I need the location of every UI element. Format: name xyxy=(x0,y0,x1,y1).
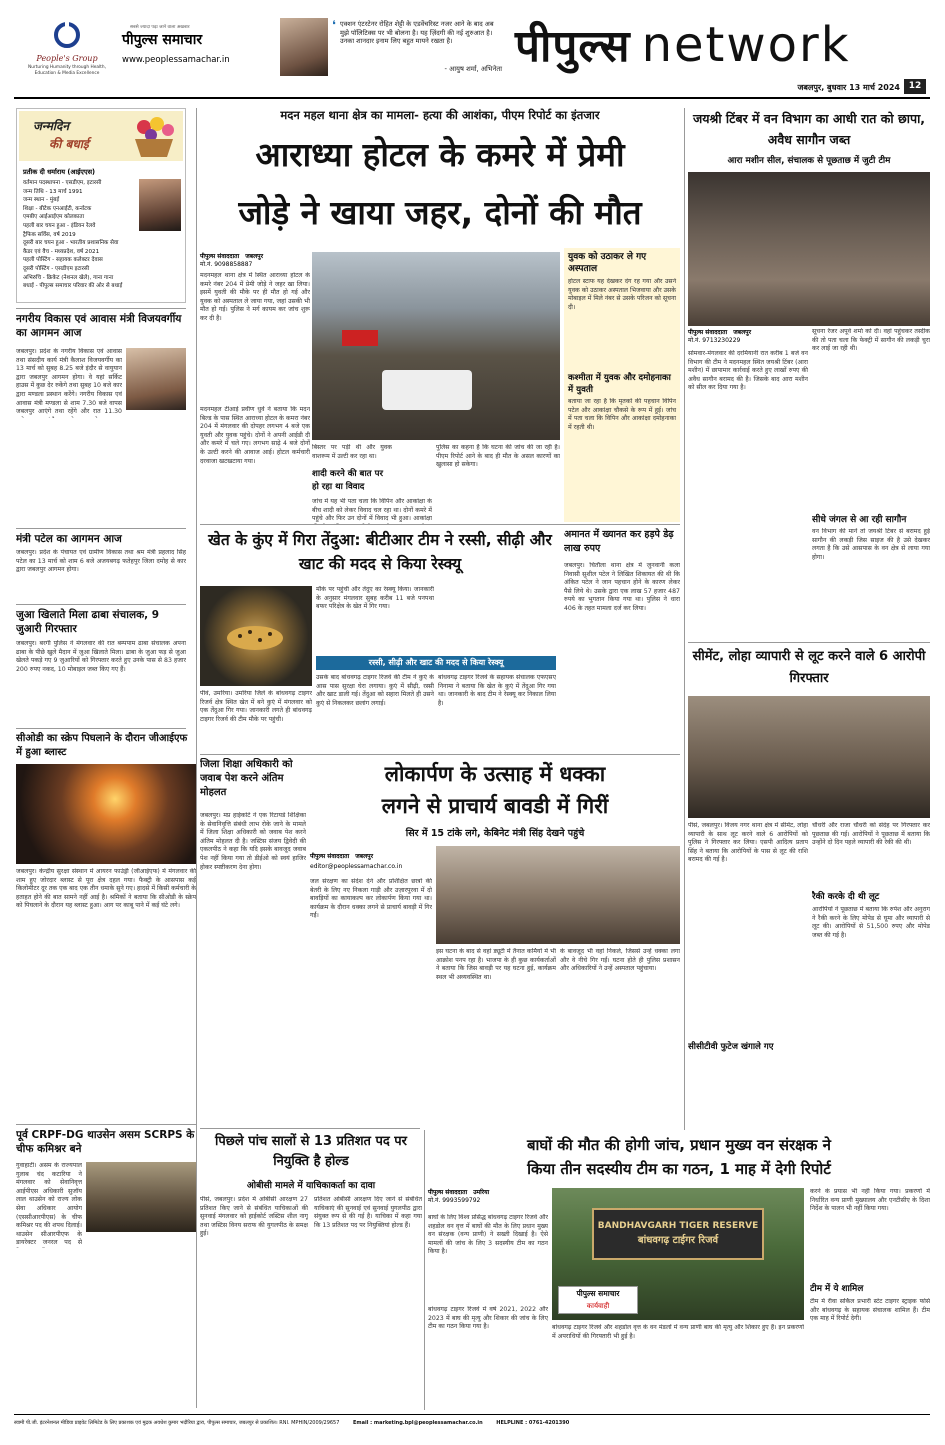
tiger-headline-1: बाघों की मौत की होगी जांच, प्रधान मुख्य वन संरक्षक ने xyxy=(526,1136,831,1154)
sidebar-subhead: कश्मीता में युवक और दमोहनाका में युवती xyxy=(568,373,671,395)
detail-line: एमबीए आईआईएम कोलकाता xyxy=(23,214,85,221)
lead-sidebar xyxy=(564,248,680,522)
column-divider xyxy=(424,1130,425,1410)
byline-name: पीपुल्स संवाददाता xyxy=(310,853,350,860)
inauguration-photo xyxy=(436,846,680,944)
birthday-name: प्रतीक दी धर्माराय (आईएएस) xyxy=(23,168,96,176)
obc-body: पीसं, जबलपुर। प्रदेश में ओबीसी आरक्षण 27 प्रतिशत किए जाने से संबंधित याचिकाओं की सुनवाई मंगलवार को हाईकोर्ट जस्टिस शील नागू तथा जस्टिस विनय सराफ की युगलपीठ के समक्ष हुई। xyxy=(200,1196,308,1238)
byline-city: उमरिया xyxy=(473,1189,490,1196)
title-hindi: पीपुल्स xyxy=(515,21,631,72)
oath-ceremony-photo xyxy=(86,1162,196,1232)
sidebar-title: युवक को उठाकर ले गए अस्पताल xyxy=(568,252,647,274)
detail-line: दूसरी बार चयन हुआ - भारतीय प्रशासनिक सेवा xyxy=(23,240,119,247)
inauguration-headline-1: लोकार्पण के उत्साह में धक्का xyxy=(384,762,606,786)
amanat-title: अमानत में ख्यानत कर हड़पे डेढ़ लाख रुपए xyxy=(564,529,674,554)
article-body-cont xyxy=(16,418,186,512)
minister-portrait xyxy=(126,348,186,410)
tiger-body: टीम में रीवा सर्किल प्रभारी स्टेट टाइगर स्ट्राइक फोर्स और बांधवगढ़ के सहायक संचालक शामिल हैं। टीम एक माह में रिपोर्ट देगी। xyxy=(810,1298,930,1323)
divider xyxy=(200,524,680,525)
inauguration-subhead: सिर में 15 टांके लगे, केबिनेट मंत्री सिंह देखने पहुंचे xyxy=(405,828,585,839)
article-title: नगरीय विकास एवं आवास मंत्री विजयवर्गीय का आगमन आज xyxy=(16,313,182,339)
cement-subhead: सीसीटीवी फुटेज खंगाले गए xyxy=(688,1042,774,1052)
article-title: पूर्व CRPF-DG थाउसेन असम SCRPS के चीफ कमिश्नर बने xyxy=(16,1129,195,1155)
paper-tag: सबसे ज्यादा पढ़ा जाने वाला अखबार xyxy=(130,25,190,30)
title-english: network xyxy=(641,17,851,73)
birthday-title-bottom: की बधाई xyxy=(49,137,89,151)
footer xyxy=(14,1418,930,1430)
cement-body: चौधरी और राजा चौधरी को संदेह पर गिरफ्तार कर पूछताछ की गई। आरोपियों ने पूछताछ में बताया कि उन्होंने दो दिन पहले व्यापारी की रेकी की थी। xyxy=(812,822,930,847)
peoples-group-icon xyxy=(52,20,82,50)
lead-body: मदनमहल थाना क्षेत्र में स्थित आराध्या होटल के कमरे नंबर 204 में प्रेमी जोड़े ने जहर खा लिया। इसमें युवती की मौके पर ही मौत हो गई और युवक को अस्पताल ले जाया गया, जहां उसकी भी मौत हो गई। पुलिस ने मर्ग कायम कर जांच शुरू कर दी है। xyxy=(200,272,310,322)
leopard-body: उसके बाद बांधवगढ़ टाइगर रिजर्व की टीम ने कुएं के आस पास सुरक्षा घेरा लगाया। कुएं में सीढ़ी, रस्सी और खाट डाली गई। तेंदुआ को सहारा मिलते ही उसने कुएं से निकलकर छलांग लगाई। xyxy=(316,674,434,707)
detail-line: बधाई - पीपुल्स समाचार परिवार की ओर से बधाई xyxy=(23,283,123,290)
footer-helpline: HELPLINE : 0761-4201390 xyxy=(496,1420,570,1426)
leopard-photo xyxy=(200,586,312,686)
byline-email[interactable]: editor@peoplessamachar.co.in xyxy=(310,863,403,870)
divider xyxy=(16,1124,196,1125)
leopard-icon xyxy=(220,616,290,656)
article-body: जबलपुर। केन्द्रीय सुरक्षा संस्थान में आयरन फाउंड्री (जीआईएफ) में मंगलवार की शाम हुए जोरदार ब्लास्ट से पूरा क्षेत्र दहल गया। फैक्ट्री के आसपास कई किलोमीटर दूर तक एक बाद एक तीन धमाके सुने गए। हादसे में किसी कर्मचारी के हताहत होने की बात सामने नहीं आई है। श्रमिकों ने बताया कि सीओडी के स्क्रेप को पिघलाने के दौरान यह ब्लास्ट हुआ। आग पर काबू पाने में कई घंटे लगे। xyxy=(16,868,196,910)
column-divider xyxy=(196,108,197,1408)
byline-city: जबलपुर xyxy=(733,329,752,336)
arrested-accused-photo xyxy=(688,696,930,818)
sign-bottom: बांधवगढ़ टाईगर रिजर्व xyxy=(637,1235,719,1246)
quote-icon: ❛ xyxy=(332,18,336,32)
cement-subhead: रैकी करके दी थी लूट xyxy=(812,892,880,902)
byline-name: पीपुल्स संवाददाता xyxy=(200,253,240,260)
network-title xyxy=(515,14,935,84)
photo-label: पीपुल्स समाचार xyxy=(576,1289,620,1298)
leopard-body: बांधवगढ़ टाइगर रिजर्व के सहायक संचालक एफएसए निनामा ने बताया कि खेत के कुएं में तेंदुआ गिर गया था। जानकारी के बाद टीम ने रेस्क्यू कर निकाल लिया है। xyxy=(438,674,556,707)
byline-city: जबलपुर xyxy=(245,253,264,260)
lead-body: पुलिस का कहना है कि घटना की जांच की जा रही है। पीएम रिपोर्ट आने के बाद ही मौत के असल कारणों का खुलासा हो सकेगा। xyxy=(436,444,560,469)
timber-headline: जयश्री टिंबर में वन विभाग का आधी रात को छापा, अवैध सागौन जब्त xyxy=(692,111,926,147)
timber-subhead: आरा मशीन सील, संचालक से पूछताछ में जुटी टीम xyxy=(727,156,891,166)
lead-body: जांच में यह भी पता चला कि विपिन और आकांक्षा के बीच शादी को लेकर विवाद चल रहा था। दोनों कमरे में पहुंचे और फिर उन दोनों में विवाद भी हुआ। आकांक्षा xyxy=(312,498,432,523)
byline-name: पीपुल्स संवाददाता xyxy=(428,1189,468,1196)
inauguration-body: इस घटना के बाद से वहां ड्यूटी में तैनात कर्मियों में भी आक्रोश पनप रहा है। भाजपा के ही कुछ कार्यकर्ताओं ने बताया कि जिस बावड़ी पर यह घटना हुई, कार्यक्रम स्थल भी अव्यवस्थित था। xyxy=(436,948,556,981)
inauguration-byline xyxy=(310,852,432,876)
cement-headline: सीमेंट, लोहा व्यापारी से लूट करने वाले 6 आरोपी गिरफ्तार xyxy=(692,649,926,686)
divider xyxy=(16,728,186,729)
paper-label-block xyxy=(122,24,272,74)
tiger-body: बांधवगढ़ टाइगर रिजर्व में वर्ष 2021, 2022 और 2023 में बाघ की मृत्यु और शिकार की जांच के लिए टीम का गठन किया गया है। xyxy=(428,1306,548,1331)
hotel-photo xyxy=(312,252,560,440)
detail-line: जन्म तिथि - 13 मार्च 1991 xyxy=(23,188,83,195)
footer-rule xyxy=(14,1414,930,1415)
sidebar-body: होटल स्टाफ यह देखकर दंग रह गया और उसने युवक को उठाकर अस्पताल भिजवाया और उसके मोबाइल में मिले नंबर से उसके परिजन को सूचना दी। xyxy=(568,278,676,311)
lead-subhead: शादी करने की बात पर हो रहा था विवाद xyxy=(312,469,383,492)
factory-blast-photo xyxy=(16,764,196,864)
obc-subhead: ओबीसी मामले में याचिकाकर्ता का दावा xyxy=(246,1181,376,1191)
flower-basket-icon xyxy=(129,115,179,159)
timber-body: सूचना रेंजर अपूर्व शर्मा को दी। वहां पहुंचकर तस्दीक की तो पता चला कि फेक्ट्री में सागौन की लकड़ी चुरा कर लाई जा रही थी। xyxy=(812,328,930,353)
byline-name: पीपुल्स संवाददाता xyxy=(688,329,728,336)
timber-body: सोमवार-मंगलवार की दरमियानी रात करीब 1 बजे वन विभाग की टीम ने मदनमहल स्थित जयश्री टिंबर (आरा मशीन) में छापामार कार्रवाई करते हुए लाखों रुपए की अवैध सागौन बरामद की है। जिसके बाद आरा मशीन को सील कर दिया गया है। xyxy=(688,350,808,392)
masthead xyxy=(0,0,945,100)
birthday-box xyxy=(16,108,186,303)
quote-text: एक्शन एंटरटेनर रोहित शेट्टी के एडवेंचरिस्ट नजर आने के बाद अब मुझे पॉलिटिक्स पर भी बोलना है। यह ज़िंदगी की नई शुरुआत है। उनका शानदार इनाम लिए बहुत मायने रखता है। xyxy=(340,20,494,46)
amanat-body: जबलपुर। चितौला थाना क्षेत्र में जुनवानी कला निवासी सुशील पटेल ने लिखित शिकायत की थी कि अंकित पटेल ने जान पहचान होने के कारण लेकर पैसे लिये थे। उसके द्वारा एक लाख 57 हजार 487 रुपये का भुगतान किया गया था। पुलिस ने धारा 406 के तहत मामला दर्ज कर लिया। xyxy=(564,562,680,612)
article-body: जबलपुर। प्रदेश के पंचायत एवं ग्रामीण विकास तथा श्रम मंत्री प्रहलाद सिंह पटेल का 13 मार्च को शाम 6 बजे अजयबगढ़ फतेहपुर जिला दमोह से कार द्वारा जबलपुर आगमन होगा। xyxy=(16,549,186,574)
article-body-cont xyxy=(16,1248,196,1408)
article-title: मंत्री पटेल का आगमन आज xyxy=(16,533,122,545)
lead-body: बिस्तर पर पड़ी थी और युवक वाशरूम में उल्टी कर रहा था। xyxy=(312,444,392,460)
cement-body: आरोपियों ने पूछताछ में बताया कि रुपेश और अनुराग ने रैकी करने के लिए मोपेड से घूमा और व्यापारी से लूट की। आरोपियों से 51,500 रुपए और मोपेड जब्त की गई है। xyxy=(812,906,930,939)
article-body: जबलपुर। बरगी पुलिस ने मंगलवार की रात बम्पपाम ढाबा संचालक अपना ढाबा के पीछे खुले मैदान में जुआ खिलाते मिला। ढाबा के जुआ फड़ से जुआ खेलते पकड़े गए 9 जुआरियों को गिरफ्तार करते हुए उनके पास से 83 हजार 200 रुपए नकद, 10 मोबाइल जब्त किए गए हैं। xyxy=(16,640,186,673)
article-title: जुआ खिलाते मिला ढाबा संचालक, 9 जुआरी गिरफ्तार xyxy=(16,609,160,635)
divider xyxy=(16,528,186,529)
detail-line: शिक्षा - बीटेक एनआईटी, कर्नाटक xyxy=(23,205,92,212)
divider xyxy=(16,308,186,309)
page-number: 12 xyxy=(904,79,926,94)
paper-label: पीपुल्स समाचार xyxy=(122,32,203,48)
byline-mobile: मो.नं. 9098858887 xyxy=(200,261,253,268)
school-body: जबलपुर। मप्र हाईकोर्ट ने एक रिटायर्ड शिक्षिका के सेवानिवृत्ति संबंधी लाभ रोके जाने के मामले में जिला शिक्षा अधिकारी को जवाब पेश करने अंतिम मोहलत दी है। जस्टिस संजय द्विवेदी की एकलपीठ ने कहा कि यदि इसके बावजूद जवाब पेश नहीं किया गया तो डीईओ को स्वयं हाजिर होकर स्पष्टीकरण देना होगा। xyxy=(200,812,306,871)
timber-body: वन विभाग की मानें तो जयश्री टिंबर से बरामद हुई सागौन की लकड़ी जिस साइज की है उसे देखकर लगता है कि उसे आसपास के वन क्षेत्र से लाया गया होगा। xyxy=(812,528,930,561)
tiger-byline xyxy=(428,1188,548,1212)
detail-line: जन्म स्थान - मुंबई xyxy=(23,197,60,204)
sidebar-body: बताया जा रहा है कि मृतकों की पहचान विपिन पटेल और आकांक्षा चौकसे के रूप में हुई। जांच में पता चला कि विपिन और आकांक्षा दमोहनाका में रहती थी। xyxy=(568,398,676,431)
tiger-body: करने के प्रयास भी नहीं किया गया। प्रकरणों में निर्धारित वन्य प्राणी मुख्यालय और एनटीसीए के दिशा निर्देश के पालन भी नहीं किया गया। xyxy=(810,1188,930,1213)
column-divider xyxy=(684,108,685,1130)
detail-line: पहली बार चयन हुआ - इंडियन रेलवे xyxy=(23,222,96,229)
obc-headline: पिछले पांच सालों से 13 प्रतिशत पद पर नियुक्ति है होल्ड xyxy=(215,1134,407,1169)
group-name: People's Group xyxy=(36,54,98,63)
timber-body-cont xyxy=(688,538,808,638)
leopard-body: पीवं, उमरिया। उमरिया जिले के बांधवगढ़ टाइगर रिजर्व क्षेत्र स्थित खेत में बने कुएं में मंगलवार को एक तेंदुआ गिर गया। जानकारी लगते ही बांधवगढ़ टाइगर रिजर्व की टीम मौके पर पहुंची। xyxy=(200,690,312,723)
byline-city: जबलपुर xyxy=(355,853,374,860)
photo-label-sub: कार्यवाही xyxy=(586,1302,610,1310)
tiger-body: बांधवगढ़ टाइगर रिजर्व और शहडोल वृत्त के वन मंडलों में वन्य प्राणी बाघ की मृत्यु और शिकार हुए हैं। इन प्रकरणों में अपराधियों की गिरफ्तारी भी हुई है। xyxy=(552,1324,804,1340)
article-title: सीओडी का स्क्रेप पिघलाने के दौरान जीआईएफ में हुआ ब्लास्ट xyxy=(16,733,188,758)
obc-body: प्रतिशत ओबीसी आरक्षण दिए जाने से संबंधित याचिकाएं की सुनवाई एवं सुनवाई युगलपीठ द्वारा संयुक्त रूप से की गई है। याचिका में कहा गया कि 13 प्रतिशत पद पर नियुक्तियां होल्ड हैं। xyxy=(314,1196,422,1229)
website-link[interactable]: www.peoplessamachar.in xyxy=(122,55,230,65)
masthead-rule xyxy=(14,97,930,99)
detail-line: पहली पोस्टिंग - सहायक कलेक्टर देवास xyxy=(23,257,103,264)
lead-headline-1: आराध्या होटल के कमरे में प्रेमी xyxy=(255,135,625,174)
lead-kicker: मदन महल थाना क्षेत्र का मामला- हत्या की आशंका, पीएम रिपोर्ट का इंतजार xyxy=(280,108,600,122)
photo-label-box xyxy=(558,1286,638,1314)
byline-mobile: मो.नं. 9993599792 xyxy=(428,1197,481,1204)
quote-author: - आयुष शर्मा, अभिनेता xyxy=(444,65,502,73)
article-body: गुवाहाटी। असम के राज्यपाल गुलाब चंद कटारिया ने मंगलवार को सेवानिवृत्त आईपीएस अधिकारी सुजॉय लाल थाउसेन को राज्य लोक सेवा अधिकार आयोग (एससीआरपीएस) के चीफ कमिश्नर पद की शपथ दिलाई। थाउसेन सीआरपीएफ के डायरेक्टर जनरल पद से xyxy=(16,1162,82,1247)
detail-line: अभिरुचि - क्रिकेट (नेशनल खेले), गाना गाना xyxy=(23,274,114,281)
peoples-group-logo xyxy=(22,20,112,90)
leopard-banner: रस्सी, सीढ़ी और खाट की मदद से किया रेस्क्यू xyxy=(316,656,556,670)
lead-body: मदनमहल टीआई प्रवीण धुर्वे ने बताया कि मदन बिल्ड के पास स्थित आराध्या होटल के कमरा नंबर 204 में मंगलवार की दोपहर लगभग 4 बजे एक युवती और युवक पहुंचे। दोनों ने अपनी आईडी दी और कमरे में चले गए। लगभग साढ़े 4 बजे दोनों के उल्टी करने की आवाज आई। होटल कर्मचारी दरवाजा खटखटाया गया। xyxy=(200,406,310,465)
tiger-headline-2: किया तीन सदस्यीय टीम का गठन, 1 माह में देगी रिपोर्ट xyxy=(527,1160,831,1178)
detail-line: दूसरी पोस्टिंग - एसडीएम इटारसी xyxy=(23,265,90,272)
cement-body-cont xyxy=(688,1056,808,1128)
leopard-body-cont xyxy=(438,586,556,652)
lead-byline xyxy=(200,252,310,270)
divider xyxy=(16,604,186,605)
ambulance-shape xyxy=(382,370,472,410)
timber-subhead-2: सीधे जंगल से आ रही सागौन xyxy=(812,515,907,525)
actor-portrait xyxy=(280,18,328,76)
leopard-body: मौके पर पहुंची और तेंदुए का रेस्क्यू किया। जानकारी के अनुसार मंगलवार सुबह करीब 11 बजे पनपथा बफर परिक्षेत्र के खेत में गिर गया। xyxy=(316,586,434,611)
timber-byline xyxy=(688,328,808,348)
byline-mobile: मो.नं. 9713230229 xyxy=(688,337,741,344)
tiger-reserve-sign-photo xyxy=(552,1188,804,1320)
birthday-title-top: जन्मदिन xyxy=(33,119,70,133)
divider xyxy=(200,754,680,755)
divider xyxy=(688,642,930,643)
detail-line: वर्तमान पदस्थापना - एसडीएम, इटारसी xyxy=(23,180,102,186)
detail-line: कैडर एवं वैच - मध्यप्रदेश, वर्ष 2021 xyxy=(23,248,100,255)
tiger-subhead: टीम में ये शामिल xyxy=(810,1284,864,1294)
sign-top: BANDHAVGARH TIGER RESERVE xyxy=(597,1221,759,1231)
school-title: जिला शिक्षा अधिकारी को जवाब पेश करने अंतिम मोहलत xyxy=(200,759,293,798)
tiger-body: बाघों के लिए विश्व प्रसिद्ध बांधवगढ़ टाइगर रिजर्व और शहडोल वन वृत्त में बाघों की मौत के लिए प्रधान मुख्य वन संरक्षक (वन्य प्राणी) ने सख्ती दिखाई है। ऐसे मामलों की जांच के लिए 3 सदस्यीय टीम का गठन किया है। xyxy=(428,1214,548,1256)
dateline: जबलपुर, बुधवार 13 मार्च 2024 xyxy=(797,83,900,92)
red-sign xyxy=(342,330,378,346)
detail-line: ट्रैफिक सर्विस, वर्ष 2019 xyxy=(23,231,76,238)
cement-body: पीसं, जबलपुर। विजय नगर थाना क्षेत्र में सीमेंट, लोहा व्यापारी के साथ लूट करने वाले 6 आरोपियों को पुलिस ने गिरफ्तार कर लिया। एसपी आदित्य प्रताप सिंह ने बताया कि आरोपियों के पास से लूट की राशि बरामद की गई है। xyxy=(688,822,808,864)
group-tagline: Nurturing Humanity through Health, Education & Media Excellence xyxy=(28,65,106,76)
article-body: जबलपुर। प्रदेश के नगरीय विकास एवं आवास तथा संसदीय कार्य मंत्री कैलाश विजयवर्गीय का 13 मार्च को सुबह 8.25 बजे इंदौर से वायुयान द्वारा जबलपुर आगमन होगा। वे यहां सर्किट हाउस में कुछ देर रुकेंगे तथा सुबह 10 बजे कार द्वारा मण्डला प्रस्थान करेंगे। नगरीय विकास एवं आवास मंत्री मण्डला से शाम 7.30 बजे वापस जबलपुर आएंगे तथा रहेंगे और रात 11.30 xyxy=(16,348,122,416)
inauguration-body: जल संरक्षण का संदेश देने और प्रशिक्षित छात्रों की बेतरी के लिए नए निकला गाड़ी और उज़ारपुरवा में दो बावड़ियों का कायाकल्प कर लोकार्पण किया गया था। कार्यक्रम के दौरान धक्का लगने से प्राचार्य बावड़ी में गिर गईं। xyxy=(310,878,432,920)
timber-raid-photo xyxy=(688,172,930,326)
birthday-details xyxy=(23,179,183,301)
inauguration-body: के बावजूद भी वहां निकले, जिससे उन्हें धक्का लगा और वे नीचे गिर गईं। घटना होते ही पुलिस प्रशासन और अधिकारियों ने उन्हें अस्पताल पहुंचाया। xyxy=(560,948,680,973)
lead-headline-2: जोड़े ने खाया जहर, दोनों की मौत xyxy=(238,193,642,232)
birthday-header xyxy=(19,111,183,161)
reserve-sign xyxy=(592,1208,764,1260)
inauguration-headline-2: लगने से प्राचार्य बावडी में गिरीं xyxy=(381,794,609,818)
footer-email[interactable]: Email : marketing.bpl@peoplessamachar.co.in xyxy=(353,1420,483,1426)
leopard-headline: खेत के कुंए में गिरा तेंदुआ: बीटीआर टीम ने रस्सी, सीढ़ी और खाट की मदद से किया रेस्क्यू xyxy=(208,531,552,573)
divider xyxy=(200,1128,420,1129)
footer-imprint: स्वामी पी.जी. इंटरनेशनल मीडिया प्राइवेट लिमिटेड के लिए प्रकाशक एवं मुद्रक अवधेश कुमार भदौरिया द्वारा, पीपुल्स समाचार, जबलपुर से प्रकाशित। RNI. MPHIN/2009/29657 xyxy=(14,1420,340,1426)
quote-block xyxy=(332,20,502,82)
